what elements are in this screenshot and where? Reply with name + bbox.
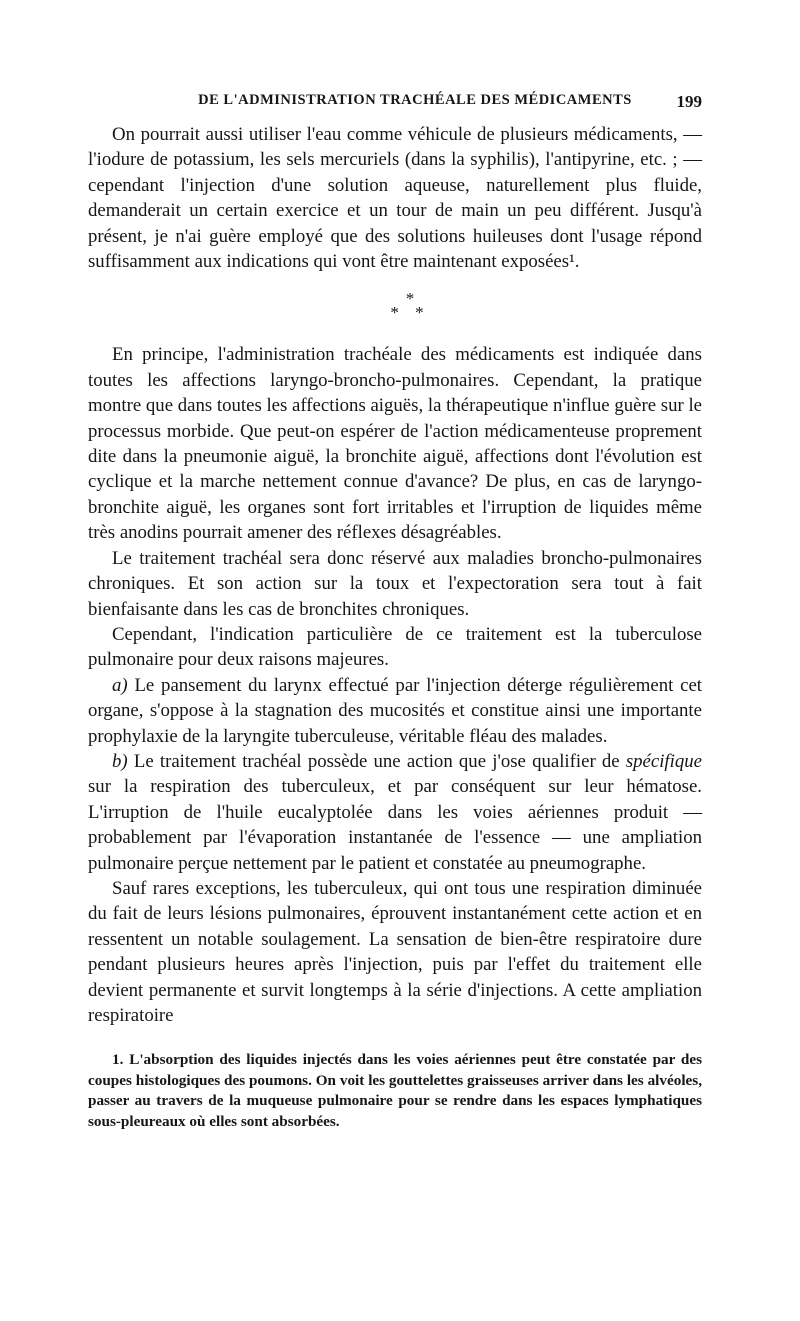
asterism-top: * xyxy=(405,289,415,309)
paragraph-a-label: a) xyxy=(112,674,128,696)
paragraph-1: On pourrait aussi utiliser l'eau comme véhicule de plusieurs médicaments, — l'iodure de potassium, les sels mercuriels (dans la syphilis), l'antipyrine, etc. ; — cependant l'injection d'une solution aqueuse, naturellement plus fluide, demanderait un certain exercice et un tour de main un peu différent. Jusqu'à présent, je n'ai guère employé que des solutions huileuses dont l'usage répond suffisamment aux indications qui vont être maintenant exposées¹. xyxy=(88,124,702,273)
paragraph-a xyxy=(88,673,702,749)
asterism-bottom: * * xyxy=(390,303,430,323)
paragraph-b xyxy=(88,749,702,876)
running-head-title: DE L'ADMINISTRATION TRACHÉALE DES MÉDICAMENTS xyxy=(198,92,632,108)
paragraph-b-italic: spécifique xyxy=(625,750,702,772)
paragraph-7: Sauf rares exceptions, les tuberculeux, qui ont tous une respiration diminuée du fait de leurs lésions pulmonaires, éprouvent instantanément cette action et en ressentent un notable soulagement. La sensation de bien-être respiratoire dure pendant plusieurs heures après l'injection, puis par l'effet du traitement elle devient permanente et survit longtemps à la série d'injections. A cette ampliation respiratoire xyxy=(88,877,702,1026)
footnotes xyxy=(88,1050,702,1132)
paragraph-2: En principe, l'administration trachéale des médicaments est indiquée dans toutes les affections laryngo-broncho-pulmonaires. Cependant, la pratique montre que dans toutes les affections aiguës, la thérapeutique n'influe guère sur le processus morbide. Que peut-on espérer de l'action médicamenteuse proprement dite dans la pneumonie aiguë, la bronchite aiguë, affections dont l'évolution est cyclique et la marche nettement connue d'avance? De plus, en cas de laryngo-bronchite aiguë, les organes sont fort irritables et l'irruption de liquides même très anodins pourrait amener des réflexes désagréables. xyxy=(88,344,702,544)
paragraph-a-text: Le pansement du larynx effectué par l'injection déterge régulièrement cet organe, s'oppose à la stagnation des mucosités et constitue ainsi une importante prophylaxie de la laryngite tuberculeuse, véritable fléau des malades. xyxy=(88,674,702,747)
running-head xyxy=(88,92,702,116)
asterism-divider xyxy=(88,289,702,323)
main-text xyxy=(88,122,702,1028)
paragraph-b-text-after: sur la respiration des tuberculeux, et par conséquent sur leur hématose. L'irruption de l'huile eucalyptolée dans les voies aériennes produit — probablement par l'évaporation instantanée de l'essence — une ampliation pulmonaire perçue nettement par le patient et constatée au pneumographe. xyxy=(88,776,702,874)
paragraph-4: Cependant, l'indication particulière de ce traitement est la tuberculose pulmonaire pour deux raisons majeures. xyxy=(88,623,702,671)
page-number: 199 xyxy=(676,92,702,111)
paragraph-3: Le traitement trachéal sera donc réservé aux maladies broncho-pulmonaires chroniques. Et son action sur la toux et l'expectoration sera tout à fait bienfaisante dans les cas de bronchites chroniques. xyxy=(88,547,702,620)
footnote-1: 1. L'absorption des liquides injectés dans les voies aériennes peut être constatée par des coupes histologiques des poumons. On voit les gouttelettes graisseuses arriver dans les alvéoles, passer au travers de la muqueuse pulmonaire pour se rendre dans les espaces lymphatiques sous-pleureaux où elles sont absorbées. xyxy=(88,1051,702,1130)
paragraph-b-text-before: Le traitement trachéal possède une action que j'ose qualifier de xyxy=(127,750,626,772)
paragraph-b-label: b) xyxy=(112,750,128,772)
